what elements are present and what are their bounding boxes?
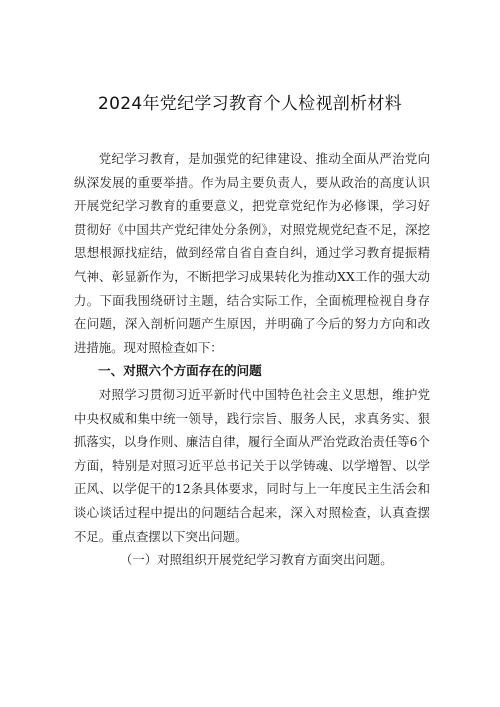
section-paragraph: 对照学习贯彻习近平新时代中国特色社会主义思想，维护党中央权威和集中统一领导，践行宗旨、服务人民，求真务实、狠抓落实，以身作则、廉洁自律，履行全面从严治党政治责任等6个方面，特别是对照习近平总书记关于以学铸魂、以学增智、以学正风、以学促干的12条具体要求，同时与上一年度民主生活会和谈心谈话过程中提出的问题结合起来，深入对照检查，认真查摆不足。重点查摆以下突出问题。	[74, 386, 430, 544]
document-title: 2024年党纪学习教育个人检视剖析材料	[98, 94, 402, 114]
section-heading: 一、对照六个方面存在的问题	[98, 363, 262, 379]
document-body	[74, 147, 430, 572]
intro-paragraph: 党纪学习教育，是加强党的纪律建设、推动全面从严治党向纵深发展的重要举措。作为局主要负责人，要从政治的高度认识开展党纪学习教育的重要意义，把党章党纪作为必修课，学习好贯彻好《中国共产党纪律处分条例》，对照党规党纪查不足，深挖思想根源找症结，做到经常自省自查自纠，通过学习教育提振精气神、彰显新作为，不断把学习成果转化为推动XX工作的强大动力。下面我围绕研讨主题，结合实际工作，全面梳理检视自身存在问题，深入剖析问题产生原因，并明确了今后的努力方向和改进措施。现对照检查如下：	[74, 151, 430, 355]
subsection-heading: （一）对照组织开展党纪学习教育方面突出问题。	[120, 552, 393, 568]
